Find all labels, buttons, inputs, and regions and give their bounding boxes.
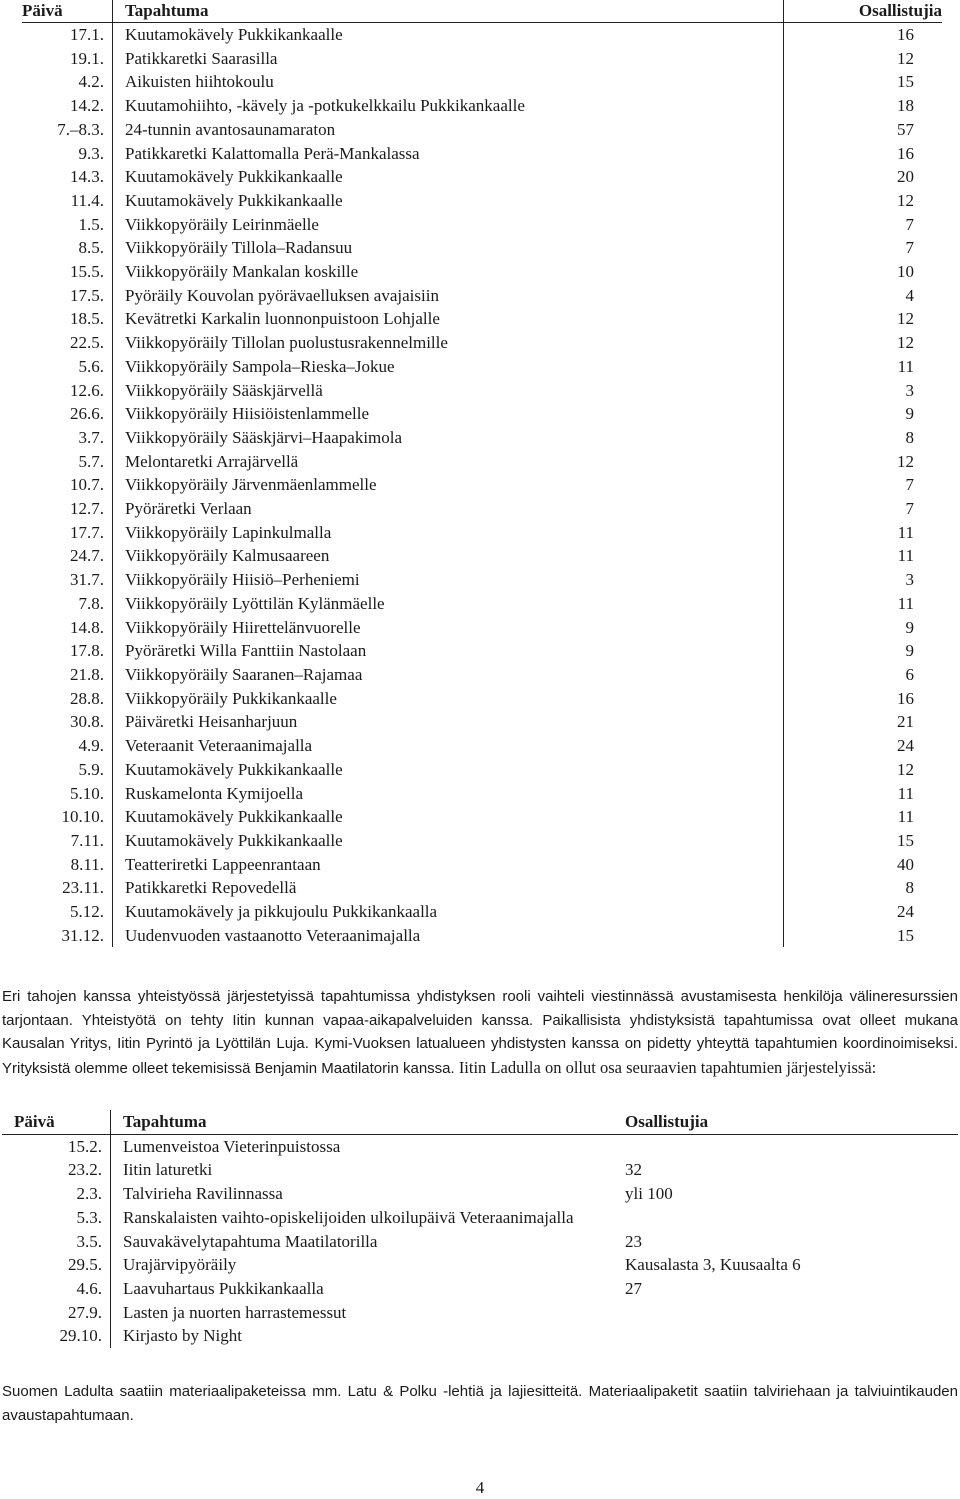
row-day: 31.12. xyxy=(22,924,113,948)
row-day: 22.5. xyxy=(22,331,113,355)
row-count: 6 xyxy=(905,664,914,684)
row-day: 27.9. xyxy=(2,1301,111,1325)
table-row xyxy=(22,497,942,521)
row-day: 15.5. xyxy=(22,260,113,284)
table-row xyxy=(22,426,942,450)
row-day: 7.11. xyxy=(22,829,113,853)
row-event: Viikkopyöräily Mankalan koskille xyxy=(113,260,784,284)
row-count: 11 xyxy=(897,783,914,803)
row-count: 15 xyxy=(897,72,914,92)
row-day: 31.7. xyxy=(22,568,113,592)
row-day: 29.10. xyxy=(2,1324,111,1348)
cooperation-paragraph xyxy=(2,985,958,1080)
table-row xyxy=(22,379,942,403)
row-day: 9.3. xyxy=(22,142,113,166)
table-row xyxy=(22,521,942,545)
header-event: Tapahtuma xyxy=(113,0,784,23)
row-count: 11 xyxy=(897,593,914,613)
table-row xyxy=(22,260,942,284)
row-count: 16 xyxy=(897,25,914,44)
row-count: 9 xyxy=(905,641,914,661)
row-count: 15 xyxy=(897,925,914,945)
row-event: Päiväretki Heisanharjuun xyxy=(113,710,784,734)
row-day: 3.7. xyxy=(22,426,113,450)
table-row xyxy=(22,876,942,900)
cooperation-text-tail: Iitin Ladulla on ollut osa seuraavien tapahtumien järjestelyissä: xyxy=(454,1057,877,1077)
table-row xyxy=(22,331,942,355)
row-event: Viikkopyöräily Pukkikankaalle xyxy=(113,687,784,711)
row-event: Kuutamokävely Pukkikankaalle xyxy=(113,829,784,853)
row-count: 16 xyxy=(897,688,914,708)
row-count: 7 xyxy=(905,238,914,258)
table-row xyxy=(2,1230,958,1254)
row-day: 4.6. xyxy=(2,1277,111,1301)
row-event: Viikkopyöräily Hiisiöistenlammelle xyxy=(113,402,784,426)
row-day: 26.6. xyxy=(22,402,113,426)
row-count: 23 xyxy=(625,1231,642,1251)
partner-events-table xyxy=(2,1110,958,1348)
table-row xyxy=(22,236,942,260)
table-row xyxy=(2,1206,958,1230)
row-event: 24-tunnin avantosaunamaraton xyxy=(113,118,784,142)
row-day: 5.9. xyxy=(22,758,113,782)
row-event: Ranskalaisten vaihto-opiskelijoiden ulkoilupäivä Veteraanimajalla xyxy=(123,1207,574,1227)
row-event: Kirjasto by Night xyxy=(123,1326,242,1346)
row-event: Veteraanit Veteraanimajalla xyxy=(113,734,784,758)
row-count: 9 xyxy=(905,404,914,424)
row-count: 40 xyxy=(897,854,914,874)
row-count: 24 xyxy=(897,736,914,756)
table-row xyxy=(22,402,942,426)
row-day: 5.3. xyxy=(2,1206,111,1230)
row-count: 27 xyxy=(625,1278,642,1298)
table-row xyxy=(22,165,942,189)
row-count: 32 xyxy=(625,1160,642,1180)
row-event: Pyöräretki Willa Fanttiin Nastolaan xyxy=(113,639,784,663)
row-count: 57 xyxy=(897,119,914,139)
row-count: 7 xyxy=(905,475,914,495)
header-count: Osallistujia xyxy=(784,0,943,23)
table-row xyxy=(22,284,942,308)
row-day: 24.7. xyxy=(22,544,113,568)
row-day: 1.5. xyxy=(22,213,113,237)
row-day: 5.10. xyxy=(22,782,113,806)
row-event: Patikkaretki Saarasilla xyxy=(113,47,784,71)
row-day: 5.7. xyxy=(22,450,113,474)
row-count: 3 xyxy=(905,570,914,590)
table-row xyxy=(2,1253,958,1277)
row-count: 16 xyxy=(897,143,914,163)
table-row xyxy=(2,1182,958,1206)
materials-paragraph: Suomen Ladulta saatiin materiaalipaketeissa mm. Latu & Polku -lehtiä ja lajiesitteitä. Materiaalipaketit saatiin talviriehaan ja talviuintikauden avaustapahtumaan. xyxy=(2,1383,958,1424)
header-day: Päivä xyxy=(22,0,113,23)
row-count: 7 xyxy=(905,499,914,519)
table-row xyxy=(22,213,942,237)
row-event: Laavuhartaus Pukkikankaalla xyxy=(123,1278,324,1298)
row-day: 3.5. xyxy=(2,1230,111,1254)
row-event: Viikkopyöräily Sampola–Rieska–Jokue xyxy=(113,355,784,379)
table-row xyxy=(22,829,942,853)
row-day: 18.5. xyxy=(22,307,113,331)
row-event: Viikkopyöräily Sääskjärvellä xyxy=(113,379,784,403)
row-count: 11 xyxy=(897,522,914,542)
row-event: Kuutamokävely Pukkikankaalle xyxy=(113,23,784,47)
row-day: 5.6. xyxy=(22,355,113,379)
header-day: Päivä xyxy=(2,1110,111,1134)
row-event: Viikkopyöräily Tillola–Radansuu xyxy=(113,236,784,260)
row-count: 20 xyxy=(897,167,914,187)
row-day: 7.8. xyxy=(22,592,113,616)
partner-events-table-header xyxy=(2,1110,958,1134)
row-day: 23.2. xyxy=(2,1158,111,1182)
row-count: 21 xyxy=(897,712,914,732)
row-day: 21.8. xyxy=(22,663,113,687)
row-event: Melontaretki Arrajärvellä xyxy=(113,450,784,474)
table-row xyxy=(22,23,942,47)
row-event: Lasten ja nuorten harrastemessut xyxy=(123,1302,347,1322)
row-event: Patikkaretki Repovedellä xyxy=(113,876,784,900)
row-count: 10 xyxy=(897,262,914,282)
row-count: yli 100 xyxy=(625,1184,673,1204)
row-count: 11 xyxy=(897,356,914,376)
table-row xyxy=(22,473,942,497)
table-row xyxy=(22,924,942,948)
table-row xyxy=(22,118,942,142)
table-row xyxy=(2,1277,958,1301)
row-day: 10.7. xyxy=(22,473,113,497)
row-count: 12 xyxy=(897,759,914,779)
row-event: Ruskamelonta Kymijoella xyxy=(113,782,784,806)
row-day: 14.8. xyxy=(22,616,113,640)
table-row xyxy=(22,687,942,711)
cooperation-text: Eri tahojen kanssa yhteistyössä järjestetyissä tapahtumissa yhdistyksen rooli vaihteli viestinnässä avustamisesta henkilöja välineresurssien tarjontaan. Yhteistyötä on tehty Iitin kunnan vapaa-aikapalveluiden kanssa. Paikallisista yhdistyksistä tapahtumissa ovat olleet mukana Kausalan Yritys, Iitin Pyrintö ja Lyöttilän Luja. Kymi-Vuoksen latualueen yhdistysten kanssa on pidetty yhteyttä tapahtumien koordinoimiseksi. Yrityksistä olemme olleet tekemisissä Benjamin Maatilatorin kanssa. xyxy=(2,988,958,1077)
table-row xyxy=(22,805,942,829)
row-day: 11.4. xyxy=(22,189,113,213)
row-event: Kuutamokävely ja pikkujoulu Pukkikankaalla xyxy=(113,900,784,924)
row-event: Lumenveistoa Vieterinpuistossa xyxy=(123,1136,341,1156)
activities-table xyxy=(22,0,942,947)
table-row xyxy=(2,1301,958,1325)
table-row xyxy=(22,616,942,640)
table-row xyxy=(22,782,942,806)
row-day: 17.1. xyxy=(22,23,113,47)
row-count: 18 xyxy=(897,96,914,116)
partner-events-table-body xyxy=(2,1134,958,1348)
row-count: 8 xyxy=(905,427,914,447)
table-row xyxy=(2,1134,958,1158)
table-row xyxy=(22,734,942,758)
row-day: 12.7. xyxy=(22,497,113,521)
row-day: 19.1. xyxy=(22,47,113,71)
row-count xyxy=(617,1324,958,1348)
page-number: 4 xyxy=(475,1478,485,1497)
table-row xyxy=(2,1158,958,1182)
table-row xyxy=(22,544,942,568)
row-day: 10.10. xyxy=(22,805,113,829)
row-count: 12 xyxy=(897,451,914,471)
row-day: 12.6. xyxy=(22,379,113,403)
header-event: Tapahtuma xyxy=(111,1110,618,1134)
header-count: Osallistujia xyxy=(617,1110,958,1134)
table-row xyxy=(22,307,942,331)
row-event: Viikkopyöräily Tillolan puolustusrakennelmille xyxy=(113,331,784,355)
row-count xyxy=(617,1134,958,1158)
row-event: Viikkopyöräily Leirinmäelle xyxy=(113,213,784,237)
row-event: Talvirieha Ravilinnassa xyxy=(123,1184,283,1204)
row-count: 12 xyxy=(897,309,914,329)
table-row xyxy=(22,568,942,592)
row-event: Viikkopyöräily Järvenmäenlammelle xyxy=(113,473,784,497)
table-row xyxy=(22,70,942,94)
row-event: Viikkopyöräily Lapinkulmalla xyxy=(113,521,784,545)
table-row xyxy=(22,450,942,474)
table-row xyxy=(22,853,942,877)
row-count xyxy=(617,1301,958,1325)
table-row xyxy=(2,1324,958,1348)
row-day: 8.5. xyxy=(22,236,113,260)
table-row xyxy=(22,47,942,71)
row-count: 12 xyxy=(897,333,914,353)
row-day: 30.8. xyxy=(22,710,113,734)
row-count: 4 xyxy=(905,285,914,305)
activities-table-body xyxy=(22,23,942,948)
row-event: Viikkopyöräily Hiisiö–Perheniemi xyxy=(113,568,784,592)
table-row xyxy=(22,94,942,118)
row-count: 15 xyxy=(897,830,914,850)
row-event: Viikkopyöräily Saaranen–Rajamaa xyxy=(113,663,784,687)
row-event: Sauvakävelytapahtuma Maatilatorilla xyxy=(123,1231,378,1251)
row-day: 17.5. xyxy=(22,284,113,308)
activities-table-header xyxy=(22,0,942,23)
row-event: Viikkopyöräily Hiirettelänvuorelle xyxy=(113,616,784,640)
row-event: Iitin laturetki xyxy=(123,1160,213,1180)
row-day: 4.9. xyxy=(22,734,113,758)
row-day: 5.12. xyxy=(22,900,113,924)
row-count: 11 xyxy=(897,546,914,566)
row-count: 9 xyxy=(905,617,914,637)
row-event: Viikkopyöräily Kalmusaareen xyxy=(113,544,784,568)
table-row xyxy=(22,639,942,663)
row-count: 12 xyxy=(897,48,914,68)
row-event: Patikkaretki Kalattomalla Perä-Mankalassa xyxy=(113,142,784,166)
row-event: Urajärvipyöräily xyxy=(123,1255,237,1275)
row-event: Teatteriretki Lappeenrantaan xyxy=(113,853,784,877)
row-event: Uudenvuoden vastaanotto Veteraanimajalla xyxy=(113,924,784,948)
row-day: 14.2. xyxy=(22,94,113,118)
row-day: 2.3. xyxy=(2,1182,111,1206)
row-day: 23.11. xyxy=(22,876,113,900)
row-day: 15.2. xyxy=(2,1134,111,1158)
row-day: 4.2. xyxy=(22,70,113,94)
row-event: Kuutamohiihto, -kävely ja -potkukelkkailu Pukkikankaalle xyxy=(113,94,784,118)
row-day: 17.8. xyxy=(22,639,113,663)
table-row xyxy=(22,900,942,924)
row-count: 24 xyxy=(897,902,914,922)
row-count: Kausalasta 3, Kuusaalta 6 xyxy=(625,1255,801,1275)
row-count: 3 xyxy=(905,380,914,400)
row-day: 14.3. xyxy=(22,165,113,189)
row-event: Pyöräretki Verlaan xyxy=(113,497,784,521)
row-day: 7.–8.3. xyxy=(22,118,113,142)
row-event: Viikkopyöräily Lyöttilän Kylänmäelle xyxy=(113,592,784,616)
table-row xyxy=(22,592,942,616)
row-count: 12 xyxy=(897,190,914,210)
row-count: 7 xyxy=(905,214,914,234)
row-count xyxy=(617,1206,958,1230)
table-row xyxy=(22,663,942,687)
row-event: Kuutamokävely Pukkikankaalle xyxy=(113,189,784,213)
row-event: Kuutamokävely Pukkikankaalle xyxy=(113,758,784,782)
table-row xyxy=(22,189,942,213)
row-event: Kuutamokävely Pukkikankaalle xyxy=(113,805,784,829)
table-row xyxy=(22,710,942,734)
table-row xyxy=(22,758,942,782)
row-count: 11 xyxy=(897,807,914,827)
row-event: Pyöräily Kouvolan pyörävaelluksen avajaisiin xyxy=(113,284,784,308)
row-event: Viikkopyöräily Sääskjärvi–Haapakimola xyxy=(113,426,784,450)
row-count: 8 xyxy=(905,878,914,898)
table-row xyxy=(22,355,942,379)
row-day: 29.5. xyxy=(2,1253,111,1277)
row-event: Aikuisten hiihtokoulu xyxy=(113,70,784,94)
table-row xyxy=(22,142,942,166)
row-day: 28.8. xyxy=(22,687,113,711)
row-event: Kuutamokävely Pukkikankaalle xyxy=(113,165,784,189)
row-event: Kevätretki Karkalin luonnonpuistoon Lohjalle xyxy=(113,307,784,331)
row-day: 8.11. xyxy=(22,853,113,877)
row-day: 17.7. xyxy=(22,521,113,545)
